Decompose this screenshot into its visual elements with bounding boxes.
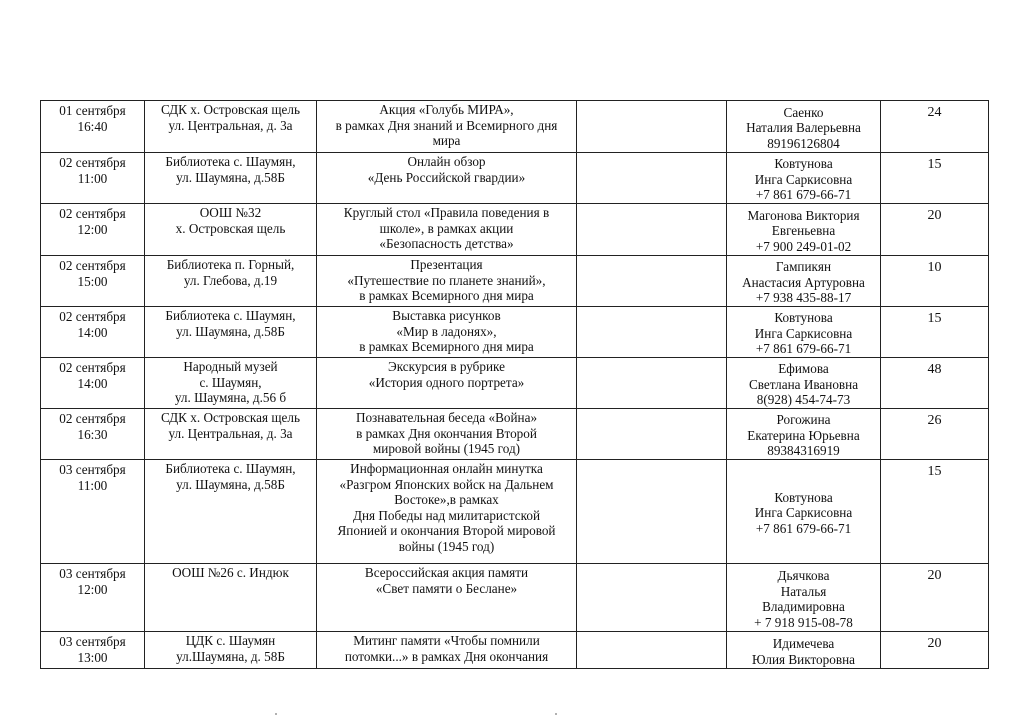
event-venue: Народный музей с. Шаумян, ул. Шаумяна, д.56 б	[145, 358, 317, 409]
empty-cell	[577, 460, 727, 564]
table-row	[41, 460, 989, 564]
event-venue: Библиотека п. Горный, ул. Глебова, д.19	[145, 256, 317, 307]
table-row	[41, 307, 989, 358]
contact-person: Ковтунова Инга Саркисовна +7 861 679-66-71	[727, 307, 881, 358]
empty-cell	[577, 204, 727, 256]
table-row	[41, 101, 989, 153]
participant-count: 20	[881, 204, 989, 256]
event-description: Онлайн обзор «День Российской гвардии»	[317, 153, 577, 204]
event-date: 03 сентября 11:00	[41, 460, 145, 564]
event-venue: Библиотека с. Шаумян, ул. Шаумяна, д.58Б	[145, 307, 317, 358]
event-description: Акция «Голубь МИРА», в рамках Дня знаний и Всемирного дня мира	[317, 101, 577, 153]
participant-count: 15	[881, 460, 989, 564]
table-row	[41, 632, 989, 669]
event-venue: СДК х. Островская щель ул. Центральная, д. 3а	[145, 101, 317, 153]
empty-cell	[577, 153, 727, 204]
table-row	[41, 256, 989, 307]
participant-count: 24	[881, 101, 989, 153]
contact-person: Дьячкова Наталья Владимировна + 7 918 915-08-78	[727, 564, 881, 632]
empty-cell	[577, 632, 727, 669]
contact-person: Идимечева Юлия Викторовна	[727, 632, 881, 669]
table-row	[41, 204, 989, 256]
event-description: Выставка рисунков «Мир в ладонях», в рамках Всемирного дня мира	[317, 307, 577, 358]
table-row	[41, 409, 989, 460]
event-venue: ООШ №32 х. Островская щель	[145, 204, 317, 256]
contact-person: Рогожина Екатерина Юрьевна 89384316919	[727, 409, 881, 460]
empty-cell	[577, 564, 727, 632]
contact-person: Ковтунова Инга Саркисовна +7 861 679-66-71	[727, 460, 881, 564]
participant-count: 20	[881, 564, 989, 632]
event-date: 03 сентября 13:00	[41, 632, 145, 669]
event-date: 02 сентября 14:00	[41, 307, 145, 358]
event-venue: ЦДК с. Шаумян ул.Шаумяна, д. 58Б	[145, 632, 317, 669]
table-row	[41, 358, 989, 409]
event-venue: СДК х. Островская щель ул. Центральная, д. 3а	[145, 409, 317, 460]
event-description: Всероссийская акция памяти «Свет памяти о Беслане»	[317, 564, 577, 632]
participant-count: 20	[881, 632, 989, 669]
contact-person: Ефимова Светлана Ивановна 8(928) 454-74-73	[727, 358, 881, 409]
empty-cell	[577, 101, 727, 153]
event-date: 03 сентября 12:00	[41, 564, 145, 632]
event-date: 02 сентября 16:30	[41, 409, 145, 460]
event-description: Презентация «Путешествие по планете знаний», в рамках Всемирного дня мира	[317, 256, 577, 307]
event-description: Экскурсия в рубрике «История одного портрета»	[317, 358, 577, 409]
events-table	[40, 100, 989, 669]
participant-count: 15	[881, 153, 989, 204]
event-venue: Библиотека с. Шаумян, ул. Шаумяна, д.58Б	[145, 153, 317, 204]
contact-person: Гампикян Анастасия Артуровна +7 938 435-88-17	[727, 256, 881, 307]
event-description: Митинг памяти «Чтобы помнили потомки...» в рамках Дня окончания	[317, 632, 577, 669]
empty-cell	[577, 358, 727, 409]
event-date: 02 сентября 12:00	[41, 204, 145, 256]
participant-count: 15	[881, 307, 989, 358]
scan-speck	[275, 713, 277, 715]
event-description: Познавательная беседа «Война» в рамках Дня окончания Второй мировой войны (1945 год)	[317, 409, 577, 460]
event-date: 02 сентября 11:00	[41, 153, 145, 204]
participant-count: 26	[881, 409, 989, 460]
participant-count: 48	[881, 358, 989, 409]
participant-count: 10	[881, 256, 989, 307]
empty-cell	[577, 256, 727, 307]
empty-cell	[577, 409, 727, 460]
event-description: Информационная онлайн минутка «Разгром Японских войск на Дальнем Востоке»,в рамках Дня Победы над милитаристской Японией и окончания Второй мировой войны (1945 год)	[317, 460, 577, 564]
contact-person: Саенко Наталия Валерьевна 89196126804	[727, 101, 881, 153]
empty-cell	[577, 307, 727, 358]
contact-person: Магонова Виктория Евгеньевна +7 900 249-01-02	[727, 204, 881, 256]
event-venue: ООШ №26 с. Индюк	[145, 564, 317, 632]
event-date: 02 сентября 14:00	[41, 358, 145, 409]
scan-speck	[555, 713, 557, 715]
event-date: 01 сентября 16:40	[41, 101, 145, 153]
table-row	[41, 564, 989, 632]
table-row	[41, 153, 989, 204]
contact-person: Ковтунова Инга Саркисовна +7 861 679-66-71	[727, 153, 881, 204]
event-description: Круглый стол «Правила поведения в школе», в рамках акции «Безопасность детства»	[317, 204, 577, 256]
event-date: 02 сентября 15:00	[41, 256, 145, 307]
event-venue: Библиотека с. Шаумян, ул. Шаумяна, д.58Б	[145, 460, 317, 564]
